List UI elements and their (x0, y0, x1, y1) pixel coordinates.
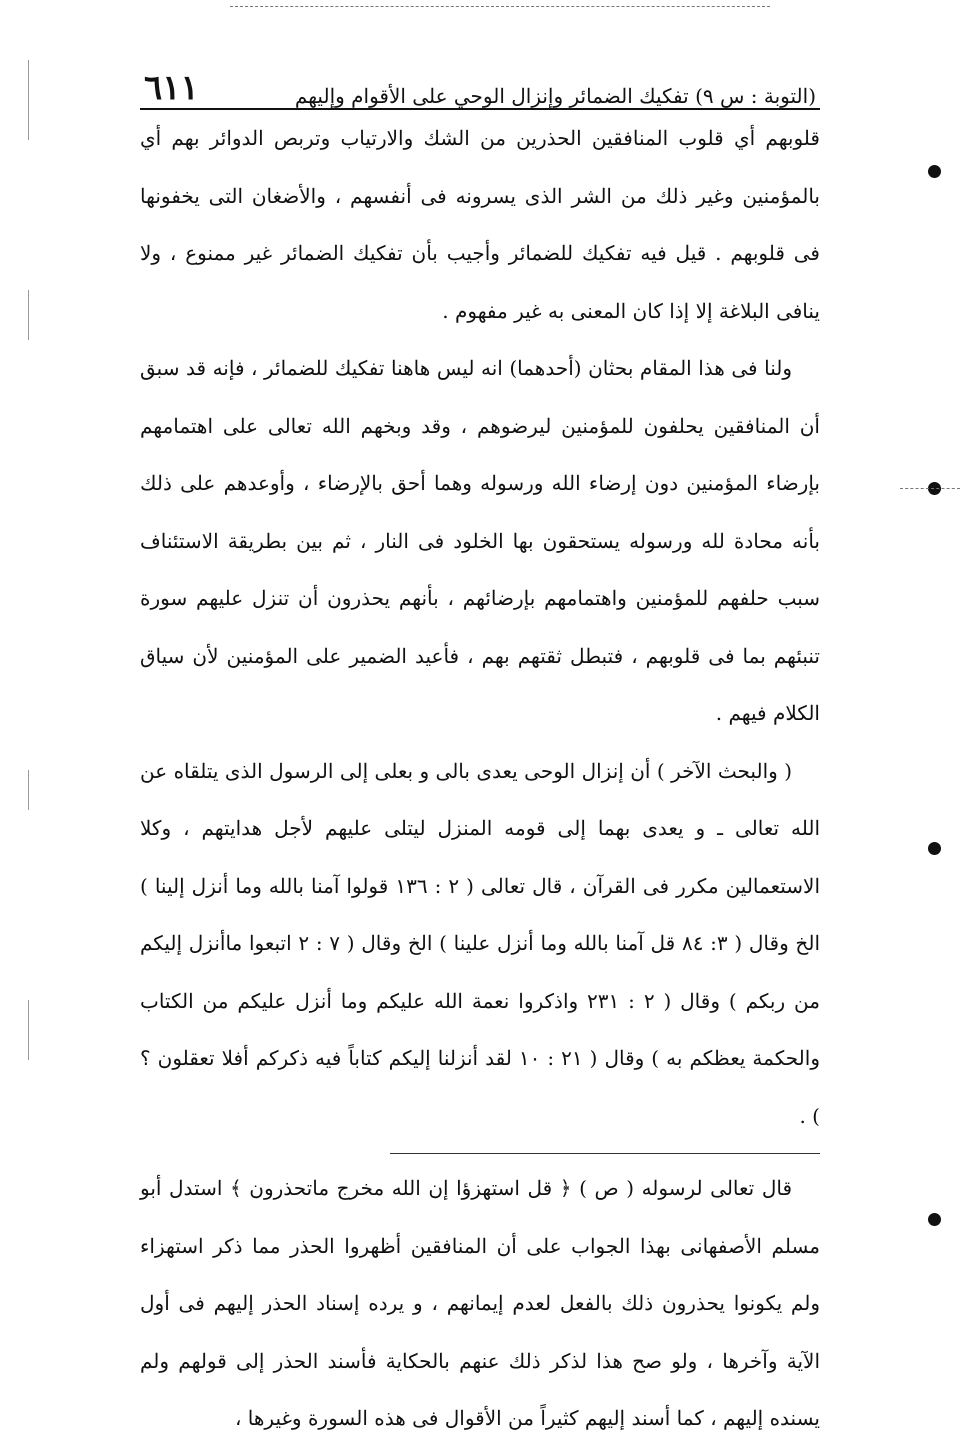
book-page (140, 62, 820, 1448)
top-scan-rule (230, 6, 770, 7)
margin-scan-line (28, 770, 29, 810)
page-number: ٦١١ (144, 68, 199, 108)
binder-hole-icon (928, 842, 941, 855)
margin-scan-line (28, 290, 29, 340)
paragraph: قلوبهم أي قلوب المنافقين الحذرين من الشك والارتياب وتربص الدوائر بهم أي بالمؤمنين وغير ذلك من الشر الذى يسرونه فى أنفسهم ، والأضغان التى يخفونها فى قلوبهم . قيل فيه تفكيك للضمائر وأجيب بأن تفكيك الضمائر غير ممنوع ، ولا ينافى البلاغة إلا إذا كان المعنى به غير مفهوم . (140, 126, 820, 323)
running-title: (التوبة : س ٩) تفكيك الضمائر وإنزال الوحي على الأقوام وإليهم (294, 84, 816, 108)
scan-rule (900, 488, 960, 489)
paragraph: ولنا فى هذا المقام بحثان (أحدهما) انه ليس هاهنا تفكيك للضمائر ، فإنه قد سبق أن المنافقين يحلفون للمؤمنين ليرضوهم ، وقد وبخهم الله تعالى على اهتمامهم بإرضاء المؤمنين دون إرضاء الله ورسوله وهما أحق بالإرضاء ، وأوعدهم على ذلك بأنه محادة لله ورسوله يستحقون بها الخلود فى النار ، ثم بين بطريقة الاستئناف سبب حلفهم للمؤمنين واهتمامهم بإرضائهم ، بأنهم يحذرون أن تنزل عليهم سورة تنبئهم بما فى قلوبهم ، فتبطل ثقتهم بهم ، فأعيد الضمير على المؤمنين لأن سياق الكلام فيهم . (140, 356, 820, 725)
binder-hole-icon (928, 1213, 941, 1226)
margin-scan-line (28, 60, 29, 140)
binder-hole-icon (928, 165, 941, 178)
margin-scan-line (28, 1000, 29, 1060)
page-header (140, 62, 820, 110)
paragraph: ( والبحث الآخر ) أن إنزال الوحى يعدى بالى و بعلى إلى الرسول الذى يتلقاه عن الله تعالى ـ و يعدى بهما إلى قومه المنزل ليتلى عليهم لأجل هدايتهم ، وكلا الاستعمالين مكرر فى القرآن ، قال تعالى ( ٢ : ١٣٦ قولوا آمنا بالله وما أنزل إلينا ) الخ وقال ( ٣: ٨٤ قل آمنا بالله وما أنزل علينا ) الخ وقال ( ٧ : ٢ اتبعوا ماأنزل إليكم من ربكم ) وقال ( ٢ : ٢٣١ واذكروا نعمة الله عليكم وما أنزل عليكم من الكتاب والحكمة يعظكم به ) وقال ( ٢١ : ١٠ لقد أنزلنا إليكم كتاباً فيه ذكركم أفلا تعقلون ؟ ) . (140, 758, 820, 1128)
paragraph: قال تعالى لرسوله ( ص ) ﴿ قل استهزؤا إن الله مخرج ماتحذرون ﴾ استدل أبو مسلم الأصفهانى بهذا الجواب على أن المنافقين أظهروا الحذر مما ذكر استهزاء ولم يكونوا يحذرون ذلك بالفعل لعدم إيمانهم ، و يرده إسناد الحذر إليهم فى أول الآية وآخرها ، ولو صح هذا لذكر ذلك عنهم بالحكاية فأسند الحذر إلى قولهم ولم يسنده إليهم ، كما أسند إليهم كثيراً من الأقوال فى هذه السورة وغيرها ، (140, 1176, 820, 1430)
section-divider (390, 1153, 820, 1154)
